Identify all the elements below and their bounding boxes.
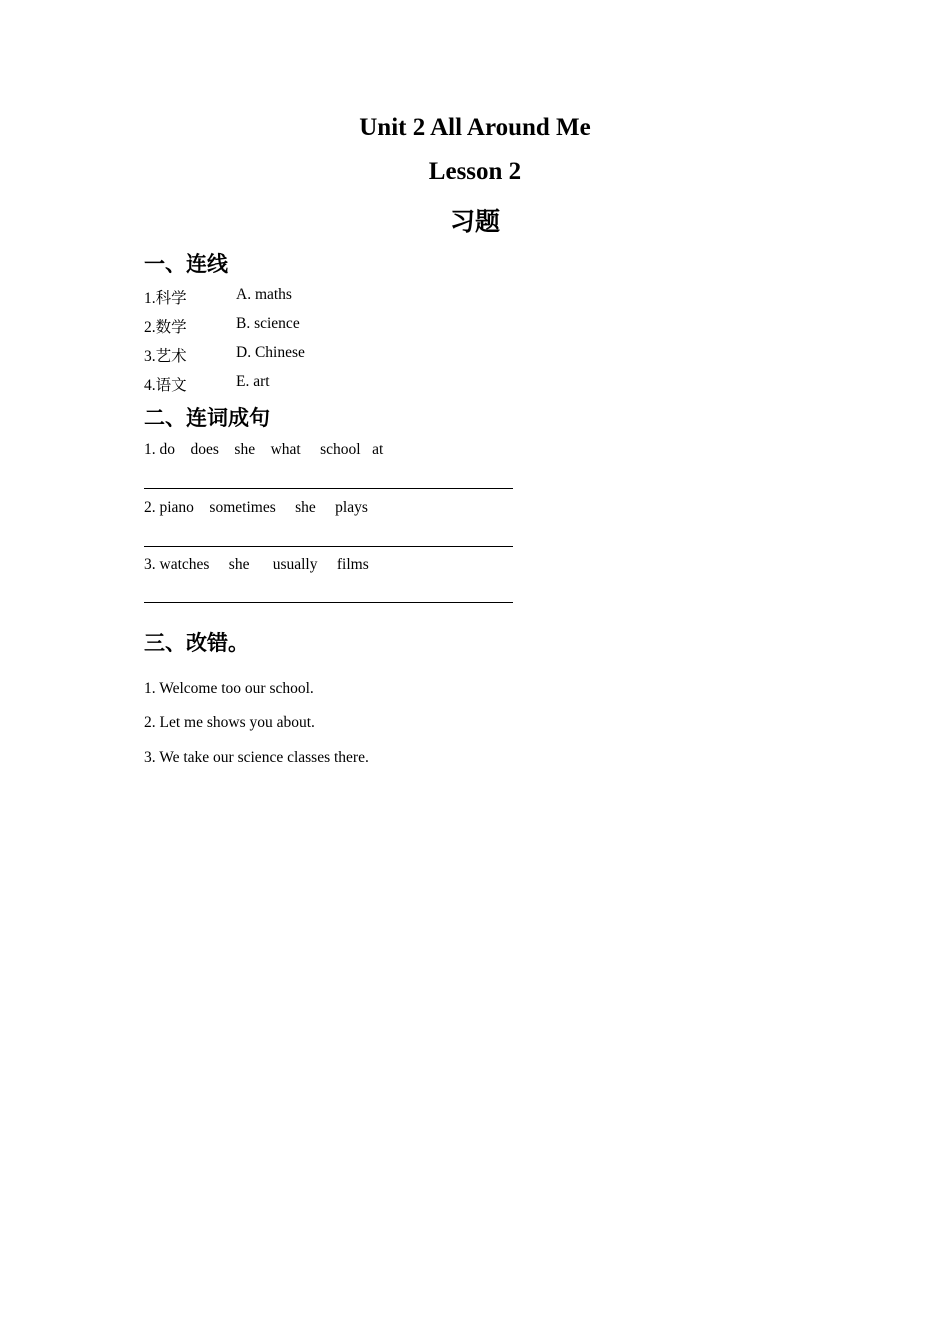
- match-right-item: A. maths: [236, 286, 292, 303]
- section-correction-heading: 三、改错。: [144, 631, 249, 655]
- word-order-item: 1. do does she what school at: [144, 441, 384, 458]
- match-left-item: 1.科学: [144, 290, 187, 307]
- match-left-item: 2.数学: [144, 319, 187, 336]
- word-order-item: 2. piano sometimes she plays: [144, 499, 368, 516]
- match-right-item: D. Chinese: [236, 344, 305, 361]
- match-right-item: B. science: [236, 315, 300, 332]
- match-right-item: E. art: [236, 373, 270, 390]
- lesson-title: Lesson 2: [428, 158, 522, 185]
- exercise-subtitle: 习题: [449, 207, 500, 236]
- section-sentence-heading: 二、连词成句: [144, 406, 270, 430]
- word-order-item: 3. watches she usually films: [144, 556, 369, 573]
- answer-line[interactable]: [144, 488, 513, 489]
- correction-item: 2. Let me shows you about.: [144, 714, 315, 731]
- match-left-item: 3.艺术: [144, 348, 187, 365]
- unit-title: Unit 2 All Around Me: [359, 114, 591, 141]
- answer-line[interactable]: [144, 546, 513, 547]
- section-matching-heading: 一、连线: [144, 252, 228, 276]
- match-left-item: 4.语文: [144, 377, 187, 394]
- correction-item: 3. We take our science classes there.: [144, 749, 369, 766]
- answer-line[interactable]: [144, 602, 513, 603]
- correction-item: 1. Welcome too our school.: [144, 680, 314, 697]
